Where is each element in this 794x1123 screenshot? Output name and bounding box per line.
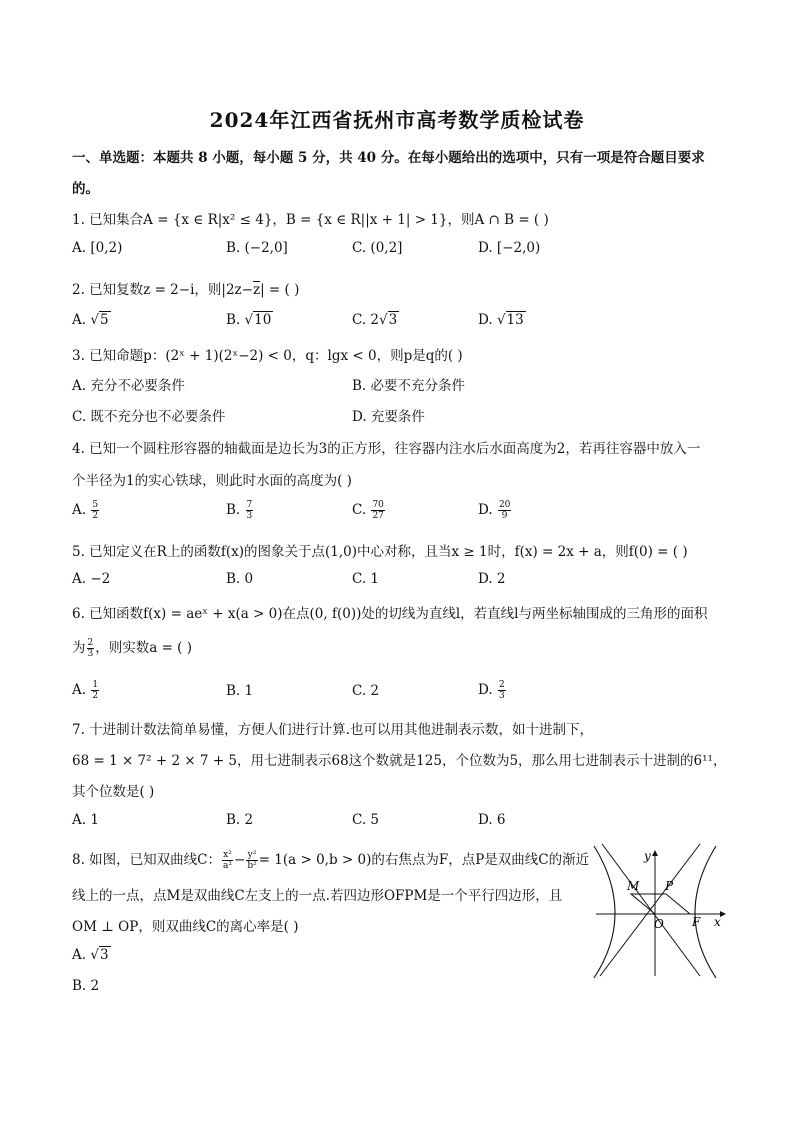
q1-option-c: C. (0,2] — [352, 240, 403, 256]
q7-stem-line2: 68 = 1 × 7² + 2 × 7 + 5，用七进制表示68这个数就是125，个位数为5，那么用七进制表示十进制的6¹¹， — [72, 753, 727, 769]
q6-stem-line2 — [72, 636, 192, 659]
q7-option-b: B. 2 — [226, 812, 254, 828]
q5-option-d: D. 2 — [478, 571, 506, 587]
q2-option-a-radicand: 5 — [99, 312, 109, 328]
q4-option-d-num: 20 — [498, 500, 511, 510]
q3-stem: 3. 已知命题p：(2ˣ + 1)(2ˣ−2) < 0，q：lgx < 0，则p是q的( ) — [72, 348, 463, 364]
q5-option-b: B. 0 — [226, 571, 254, 587]
q3-option-b: B. 必要不充分条件 — [352, 378, 466, 394]
q4-stem-line1: 4. 已知一个圆柱形容器的轴截面是边长为3的正方形，往容器内注水后水面高度为2，若再往容器中放入一 — [72, 441, 701, 457]
q6-stem-line2-b: ，则实数a = ( ) — [95, 640, 193, 656]
q6-stem-line2-a: 为 — [72, 640, 86, 656]
q2-stem-part-a: 2. 已知复数z = 2−i，则|2z− — [72, 282, 253, 298]
q8-stem-line2: 线上的一点，点M是双曲线C左支上的一点.若四边形OFPM是一个平行四边形，且 — [72, 888, 563, 904]
q4-option-a — [72, 500, 100, 521]
q2-option-d: D. √13 — [478, 312, 524, 328]
q3-option-a: A. 充分不必要条件 — [72, 378, 185, 394]
q3-options-row2 — [72, 405, 712, 427]
q3-option-c: C. 既不充分也不必要条件 — [72, 409, 226, 425]
q8-frac2-num: y² — [247, 850, 257, 860]
q4-option-c — [352, 500, 386, 521]
q7-options — [72, 812, 712, 834]
q6-option-c: C. 2 — [352, 683, 380, 699]
x-axis-arrow — [720, 911, 726, 917]
q2-stem — [72, 278, 299, 298]
q6-option-d-den: 3 — [498, 691, 505, 701]
q4-stem-line2: 个半径为1的实心铁球，则此时水面的高度为( ) — [72, 473, 352, 489]
q6-options — [72, 680, 712, 702]
q4-option-a-label: A. — [72, 502, 91, 518]
q2-option-a-prefix: A. — [72, 312, 91, 328]
q4-option-d-den: 9 — [501, 511, 508, 521]
q8-option-a: A. √3 — [72, 947, 109, 963]
q5-options — [72, 571, 712, 593]
q4-option-a-den: 2 — [92, 511, 99, 521]
label-o: O — [654, 917, 664, 931]
q2-option-c-prefix: C. 2 — [352, 312, 380, 328]
q2-options — [72, 312, 712, 334]
label-p: P — [665, 879, 674, 893]
hyperbola-left-branch — [594, 846, 615, 978]
q4-option-b — [226, 500, 254, 521]
section-heading-line2: 的。 — [72, 181, 99, 197]
q8-option-b: B. 2 — [72, 978, 100, 994]
q4-option-c-den: 27 — [372, 511, 384, 521]
q8-stem-line1-b: = 1(a > 0,b > 0)的右焦点为F，点P是双曲线C的渐近 — [258, 852, 590, 868]
q4-options — [72, 500, 712, 522]
q7-option-d: D. 6 — [478, 812, 506, 828]
label-m: M — [627, 879, 640, 893]
q7-option-a: A. 1 — [72, 812, 99, 828]
q5-option-a: A. −2 — [72, 571, 111, 587]
q2-option-a: A. √5 — [72, 312, 109, 328]
q2-conjugate-z: $\overline{z}$ — [252, 282, 261, 298]
q2-stem-part-b: | = ( ) — [260, 282, 300, 298]
q1-option-d: D. [−2,0) — [478, 240, 541, 256]
q8-option-a-prefix: A. — [72, 947, 91, 963]
q1-option-a: A. [0,2) — [72, 240, 123, 256]
q8-frac1-den: a² — [223, 861, 232, 871]
q8-stem-line1-a: 8. 如图，已知双曲线C： — [72, 852, 222, 868]
label-f: F — [692, 915, 701, 929]
page-title: 2024年江西省抚州市高考数学质检试卷 — [209, 108, 585, 132]
q6-stem-line1: 6. 已知函数f(x) = aeˣ + x(a > 0)在点(0, f(0))处的切线为直线l，若直线l与两坐标轴围成的三角形的面积 — [72, 606, 708, 622]
q2-option-d-radicand: 13 — [506, 312, 524, 328]
q4-option-b-label: B. — [226, 502, 245, 518]
q7-stem-line3: 其个位数是( ) — [72, 784, 155, 800]
label-y: y — [644, 849, 651, 863]
q7-stem-line1: 7. 十进制计数法简单易懂，方便人们进行计算.也可以用其他进制表示数，如十进制下， — [72, 722, 593, 738]
q8-frac1-num: x² — [223, 850, 232, 860]
q7-option-c: C. 5 — [352, 812, 380, 828]
label-x: x — [714, 915, 721, 929]
q3-options-row1 — [72, 374, 712, 396]
section-heading-line1: 一、单选题：本题共 8 小题，每小题 5 分，共 40 分。在每小题给出的选项中，只有一项是符合题目要求 — [72, 150, 705, 166]
q6-option-a-num: 1 — [92, 680, 99, 690]
q5-stem: 5. 已知定义在R上的函数f(x)的图象关于点(1,0)中心对称，且当x ≥ 1时，f(x) = 2x + a，则f(0) = ( ) — [72, 544, 688, 560]
q2-option-b: B. √10 — [226, 312, 272, 328]
q6-option-d-label: D. — [478, 682, 497, 698]
q8-frac2-den: b² — [247, 861, 257, 871]
q2-option-c: C. 2√3 — [352, 312, 398, 328]
q6-option-b: B. 1 — [226, 683, 254, 699]
q6-area-den: 3 — [87, 649, 94, 659]
q2-option-b-prefix: B. — [226, 312, 245, 328]
q2-option-c-radicand: 3 — [388, 312, 398, 328]
q4-option-d — [478, 500, 512, 521]
hyperbola-right-branch — [695, 846, 716, 978]
parallelogram-ofpm — [631, 894, 690, 914]
hyperbola-figure — [592, 840, 732, 980]
q2-option-d-prefix: D. — [478, 312, 497, 328]
q6-option-d-num: 2 — [498, 680, 505, 690]
q5-option-c: C. 1 — [352, 571, 380, 587]
q4-option-c-label: C. — [352, 502, 371, 518]
q3-option-d: D. 充要条件 — [352, 409, 425, 425]
q6-option-d — [478, 680, 507, 701]
q1-option-b: B. (−2,0] — [226, 240, 288, 256]
q6-area-num: 2 — [87, 638, 94, 648]
q2-option-b-radicand: 10 — [254, 312, 272, 328]
q4-option-a-num: 5 — [92, 500, 99, 510]
q6-option-a — [72, 680, 100, 701]
q4-option-d-label: D. — [478, 502, 497, 518]
q4-option-b-num: 7 — [246, 500, 253, 510]
q6-option-a-label: A. — [72, 682, 91, 698]
q1-stem: 1. 已知集合A = {x ∈ R|x² ≤ 4}，B = {x ∈ R||x + 1| > 1}，则A ∩ B = ( ) — [72, 212, 549, 228]
q6-option-a-den: 2 — [92, 691, 99, 701]
q4-option-b-den: 3 — [246, 511, 253, 521]
q1-options — [72, 240, 712, 262]
q8-stem-line1 — [72, 848, 589, 871]
q8-minus: − — [234, 852, 246, 868]
q8-stem-line3: OM ⊥ OP，则双曲线C的离心率是( ) — [72, 919, 299, 935]
q8-option-a-radicand: 3 — [99, 947, 109, 963]
y-axis-arrow — [652, 850, 658, 856]
q4-option-c-num: 70 — [372, 500, 384, 510]
